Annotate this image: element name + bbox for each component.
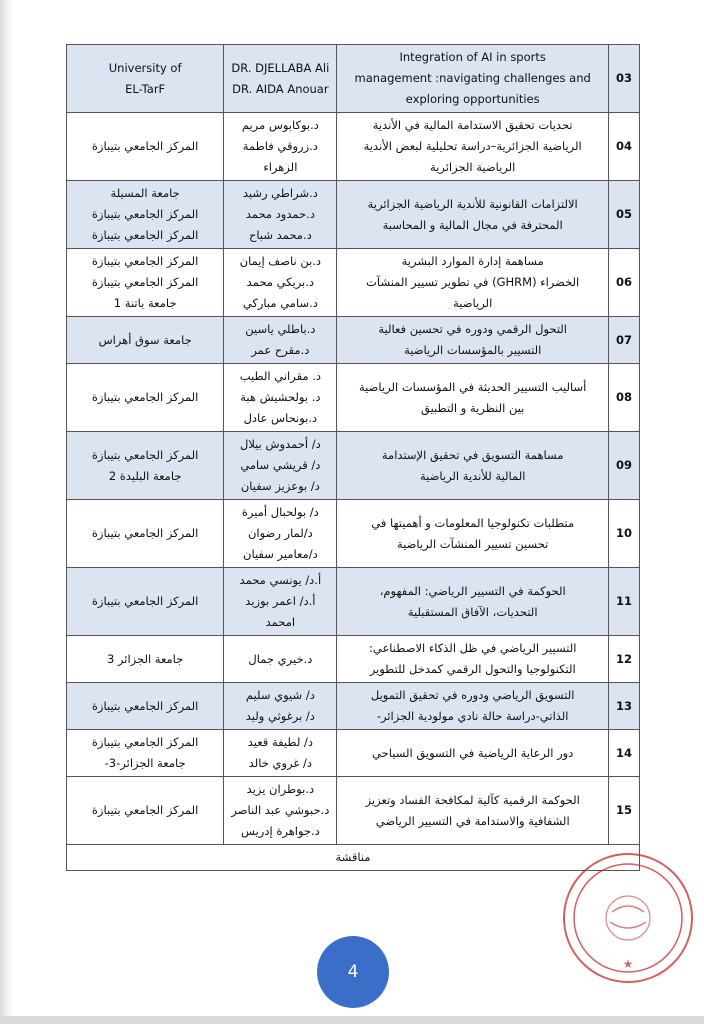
table-row bbox=[67, 636, 640, 683]
university-cell: المركز الجامعي بتيبازة bbox=[67, 500, 224, 568]
table-row bbox=[67, 432, 640, 500]
row-number-cell: 04 bbox=[608, 113, 639, 181]
program-rows bbox=[67, 45, 640, 845]
university-cell: المركز الجامعي بتيبازة bbox=[67, 364, 224, 432]
row-number-cell: 05 bbox=[608, 181, 639, 249]
speakers-cell: د/ شيوي سليم د/ برغوثي وليد bbox=[224, 683, 337, 730]
row-number-cell: 10 bbox=[608, 500, 639, 568]
row-number-cell: 14 bbox=[608, 730, 639, 777]
discussion-row bbox=[67, 845, 640, 871]
discussion-label: مناقشة bbox=[67, 845, 640, 871]
table-row bbox=[67, 568, 640, 636]
title-cell: Integration of AI in sports management :navigating challenges and exploring opportunities bbox=[337, 45, 608, 113]
title-cell: الحوكمة في التسيير الرياضي: المفهوم، التحديات، الآفاق المستقبلية bbox=[337, 568, 608, 636]
row-number-cell: 11 bbox=[608, 568, 639, 636]
conference-program-table bbox=[66, 44, 640, 871]
svg-text:★: ★ bbox=[622, 957, 634, 971]
speakers-cell: د/ أحمدوش بيلال د/ قريشي سامي د/ بوعزيز سفيان bbox=[224, 432, 337, 500]
university-cell: المركز الجامعي بتيبازة المركز الجامعي بتيبازة جامعة باتنة 1 bbox=[67, 249, 224, 317]
title-cell: الحوكمة الرقمية كآلية لمكافحة الفساد وتعزيز الشفافية والاستدامة في التسيير الرياضي bbox=[337, 777, 608, 845]
speakers-cell: د.باطلي ياسين د.مقرح عمر bbox=[224, 317, 337, 364]
title-cell: التسويق الرياضي ودوره في تحقيق التمويل الذاتي-دراسة حالة نادي مولودية الجزائر- bbox=[337, 683, 608, 730]
row-number-cell: 12 bbox=[608, 636, 639, 683]
table-row bbox=[67, 45, 640, 113]
title-cell: التسيير الرياضي في ظل الذكاء الاصطناعي: التكنولوجيا والتحول الرقمي كمدخل للتطوير bbox=[337, 636, 608, 683]
table-row bbox=[67, 181, 640, 249]
page-number-badge: 4 bbox=[317, 936, 389, 1008]
title-cell: تحديات تحقيق الاستدامة المالية في الأندية الرياضية الجزائرية–دراسة تحليلية لبعض الأندية الرياضية الجزائرية bbox=[337, 113, 608, 181]
table-row bbox=[67, 317, 640, 364]
university-cell: المركز الجامعي بتيبازة bbox=[67, 113, 224, 181]
speakers-cell: DR. DJELLABA Ali DR. AIDA Anouar bbox=[224, 45, 337, 113]
title-cell: مساهمة إدارة الموارد البشرية الخضراء (GHRM) في تطوير تسيير المنشآت الرياضية bbox=[337, 249, 608, 317]
table-row bbox=[67, 683, 640, 730]
row-number-cell: 08 bbox=[608, 364, 639, 432]
speakers-cell: د.بن ناصف إيمان د.بريكي محمد د.سامي مباركي bbox=[224, 249, 337, 317]
speakers-cell: د. مقراني الطيب د. بولحشيش هبة د.بونحاس عادل bbox=[224, 364, 337, 432]
speakers-cell: أ.د/ يونسي محمد أ.د/ اعمر بوزيد امحمد bbox=[224, 568, 337, 636]
title-cell: التحول الرقمي ودوره في تحسين فعالية التسيير بالمؤسسات الرياضية bbox=[337, 317, 608, 364]
speakers-cell: د.خيري جمال bbox=[224, 636, 337, 683]
university-cell: University of EL-TarF bbox=[67, 45, 224, 113]
university-cell: المركز الجامعي بتيبازة bbox=[67, 568, 224, 636]
university-cell: المركز الجامعي بتيبازة bbox=[67, 683, 224, 730]
university-cell: جامعة سوق أهراس bbox=[67, 317, 224, 364]
title-cell: دور الرعاية الرياضية في التسويق السياحي bbox=[337, 730, 608, 777]
page-edge-shadow bbox=[0, 0, 14, 1024]
university-cell: المركز الجامعي بتيبازة جامعة البليدة 2 bbox=[67, 432, 224, 500]
university-cell: جامعة الجزائر 3 bbox=[67, 636, 224, 683]
table-row bbox=[67, 500, 640, 568]
speakers-cell: د/ لطيفة قعيد د/ غروي خالد bbox=[224, 730, 337, 777]
title-cell: أساليب التسيير الحديثة في المؤسسات الرياضية بين النظرية و التطبيق bbox=[337, 364, 608, 432]
table-row bbox=[67, 730, 640, 777]
title-cell: مساهمة التسويق في تحقيق الإستدامة المالية للأندية الرياضية bbox=[337, 432, 608, 500]
row-number-cell: 07 bbox=[608, 317, 639, 364]
table-row bbox=[67, 364, 640, 432]
title-cell: متطلبات تكنولوجيا المعلومات و أهميتها في تحسين تسيير المنشآت الرياضية bbox=[337, 500, 608, 568]
page-bottom-edge bbox=[0, 1016, 704, 1024]
title-cell: الالتزامات القانونية للأندية الرياضية الجزائرية المحترفة في مجال المالية و المحاسبة bbox=[337, 181, 608, 249]
row-number-cell: 06 bbox=[608, 249, 639, 317]
speakers-cell: د.بوكابوس مريم د.زروقي فاطمة الزهراء bbox=[224, 113, 337, 181]
university-cell: جامعة المسيلة المركز الجامعي بتيبازة المركز الجامعي بتيبازة bbox=[67, 181, 224, 249]
table-row bbox=[67, 113, 640, 181]
row-number-cell: 15 bbox=[608, 777, 639, 845]
speakers-cell: د/ بولحبال أميرة د/لمار رضوان د/معامير سفيان bbox=[224, 500, 337, 568]
university-cell: المركز الجامعي بتيبازة جامعة الجزائر-3- bbox=[67, 730, 224, 777]
row-number-cell: 03 bbox=[608, 45, 639, 113]
laboratory-stamp-icon bbox=[560, 850, 696, 986]
speakers-cell: د.بوطران يزيد د.حبوشي عبد الناصر د.جواهرة إدريس bbox=[224, 777, 337, 845]
table-row bbox=[67, 777, 640, 845]
table-row bbox=[67, 249, 640, 317]
university-cell: المركز الجامعي بتيبازة bbox=[67, 777, 224, 845]
row-number-cell: 09 bbox=[608, 432, 639, 500]
speakers-cell: د.شراطي رشيد د.حمدود محمد د.محمد شباح bbox=[224, 181, 337, 249]
row-number-cell: 13 bbox=[608, 683, 639, 730]
